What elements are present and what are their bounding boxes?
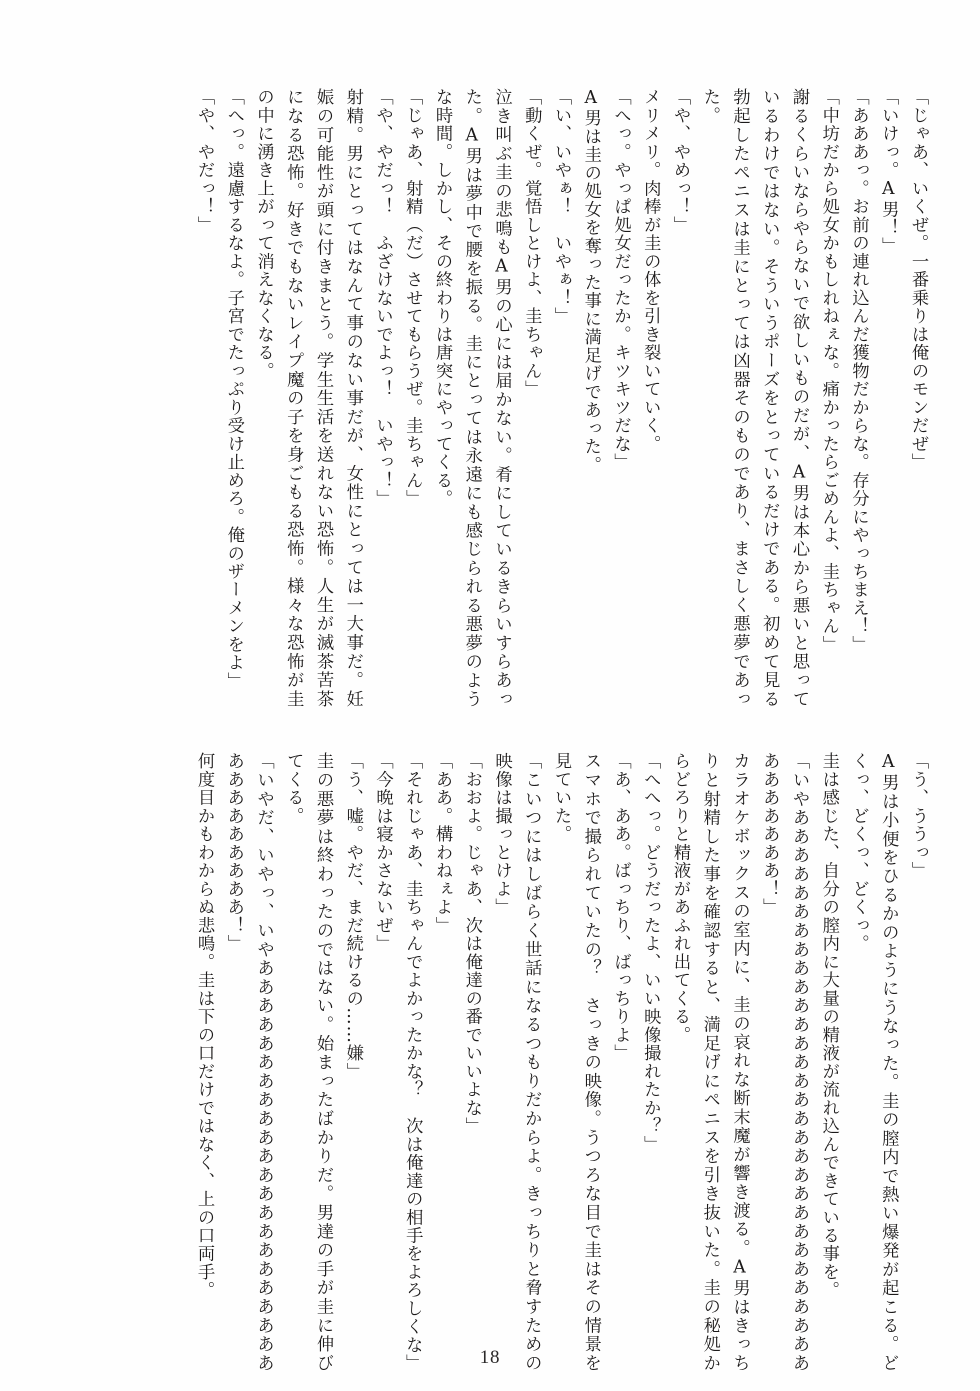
paragraph: 圭の悪夢は終わったのではない。始まったばかりだ。男達の手が圭に伸びてくる。 (283, 752, 333, 1372)
paragraph: A男は圭の処女を奪った事に満足げであった。 (580, 88, 601, 474)
latin-run: A (878, 179, 899, 201)
paragraph: 「や、やだっ！」 (194, 88, 214, 234)
page-number: 18 (479, 1347, 501, 1368)
paragraph: 圭は感じた、自分の膣内に大量の精液が流れ込んできている事を。 (818, 752, 839, 1300)
paragraph: 「いやだ、いやっ、いやあああああああああああああああああああああああああああああああ！」 (223, 752, 274, 1372)
paragraph: 「こいつにはしばらく世話になるつもりだからよ。きっちりと脅すための映像は撮っとけよ」 (491, 752, 542, 1372)
paragraph: 「ああ。構わねぇよ」 (432, 752, 452, 935)
latin-run: A (789, 462, 809, 484)
paragraph: 何度目かもわからぬ悲鳴。圭は下の口だけではなく、上の口両手。 (194, 752, 214, 1300)
text-block-lower (76, 752, 932, 1372)
paragraph: 「へっ。やっぱ処女だったか。キツキツだな」 (610, 88, 631, 472)
text-block-upper (76, 88, 932, 708)
paragraph: 「いけっ。A男！」 (878, 88, 899, 255)
paragraph: 「へへっ。どうだったよ、いい映像撮れたか？」 (640, 752, 661, 1154)
paragraph: 「じゃあ、射精（だ）させてもらうぜ。圭ちゃん」 (402, 88, 423, 508)
paragraph: スマホで撮られていたの？ さっきの映像。うつろな目で圭はその情景を見ていた。 (551, 752, 601, 1372)
paragraph: 「あああっ。お前の連れ込んだ獲物だからな。存分にやっちまえ！」 (848, 88, 869, 654)
paragraph: 謝るくらいならやらないで欲しいものだが、A男は本心から悪いと思っているわけではない。そういうポーズをとっているだけである。初めて見る勃起したペニスは圭にとっては凶器そのものであり、まさしく悪夢であった。 (699, 88, 809, 708)
latin-run: A (461, 125, 482, 147)
paragraph: 「へっ。遠慮するなよ。子宮でたっぷり受け止めろ。俺のザーメンをよ」 (223, 88, 244, 690)
latin-run: A (729, 1257, 750, 1279)
paragraph: 泣き叫ぶ圭の悲鳴もA男の心には届かない。肴にしているきらいすらあった。A男は夢中で腰を振る。圭にとっては永遠にも感じられる悪夢のような時間。しかし、その終わりは唐突にやってくる。 (432, 88, 512, 709)
latin-run: A (878, 752, 899, 773)
paragraph: 「や、やめっ！」 (670, 88, 690, 234)
paragraph: 「う、嘘。やだ、まだ続けるの……嫌」 (342, 752, 363, 1081)
paragraph: 「今晩は寝かさないぜ」 (372, 752, 393, 953)
paragraph: 射精。男にとってはなんて事のない事だが、女性にとっては一大事だ。妊娠の可能性が頭に付きまとう。学生生活を送れない恐怖。人生が滅茶苦茶になる恐怖。好きでもないレイプ魔の子を身ごもる恐怖。様々な恐怖が圭の中に湧き上がって消えなくなる。 (253, 88, 363, 708)
paragraph: メリメリ。肉棒が圭の体を引き裂いていく。 (640, 88, 661, 453)
latin-run: A (580, 88, 601, 109)
paragraph: 「中坊だから処女かもしれねぇな。痛かったらごめんよ、圭ちゃん」 (818, 88, 839, 654)
paragraph: 「あ、ああ。ばっちり、ばっちりよ」 (610, 752, 631, 1063)
paragraph: 「おおよ。じゃあ、次は俺達の番でいいよな」 (461, 752, 482, 1136)
paragraph: 「いやあああああああああああああああああああああああああああああああああああああ！」 (759, 752, 809, 1372)
paragraph: 「い、いやぁ！ いやぁ！」 (551, 88, 571, 326)
paragraph: 「や、やだっ！ ふざけないでよっ！ いやっ！」 (372, 88, 393, 508)
paragraph: 「じゃあ、いくぜ。一番乗りは俺のモンだぜ」 (908, 88, 928, 472)
paragraph: カラオケボックスの室内に、圭の哀れな断末魔が響き渡る。A男はきっちりと射精した事を確認すると、満足げにペニスを引き抜いた。圭の秘処からどろりと精液があふれ出てくる。 (670, 752, 750, 1372)
paragraph: 「動くぜ。覚悟しとけよ、圭ちゃん」 (521, 88, 542, 399)
paragraph: 「う、ううっ」 (908, 752, 928, 880)
paragraph: 「それじゃあ、圭ちゃんでよかったかな？ 次は俺達の相手をよろしくな」 (402, 752, 423, 1373)
paragraph: A男は小便をひるかのようにうなった。圭の膣内で熱い爆発が起こる。どくっ、どくっ、どくっ。 (848, 752, 899, 1372)
latin-run: A (491, 256, 512, 278)
